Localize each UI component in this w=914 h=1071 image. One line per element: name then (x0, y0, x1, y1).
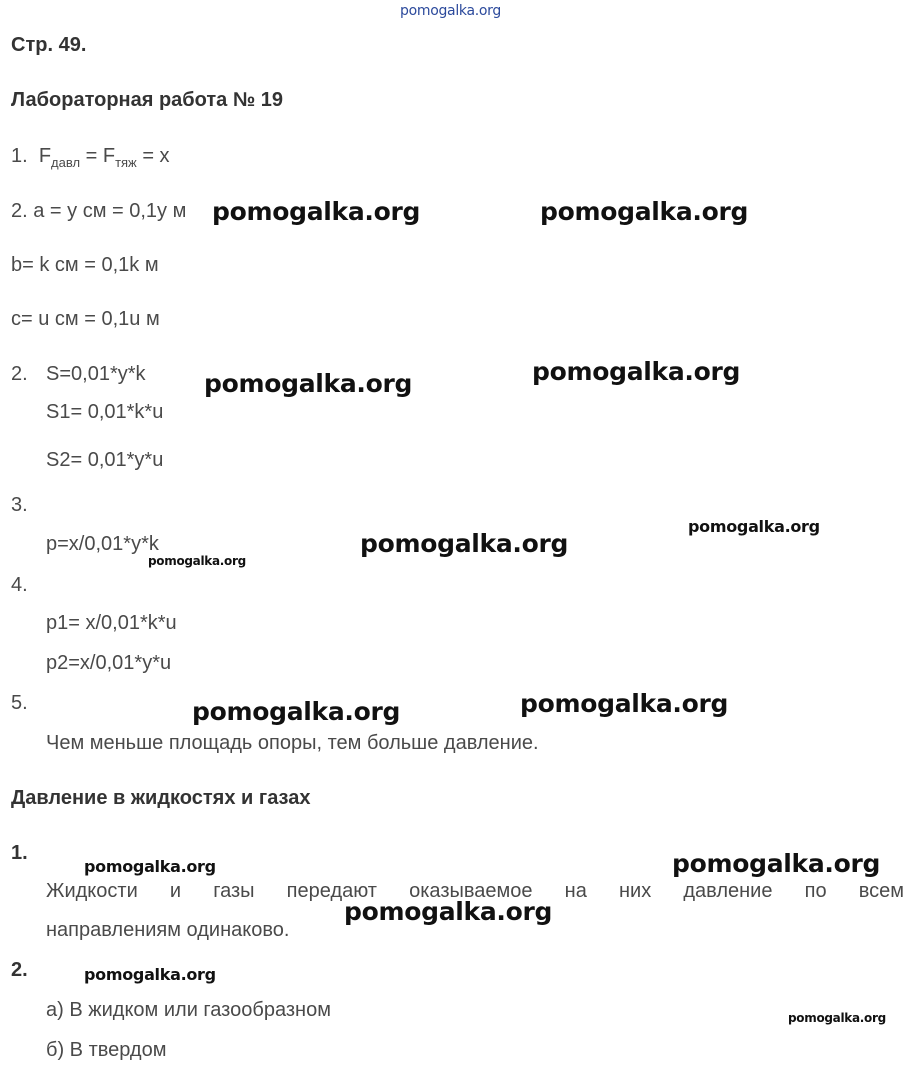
watermark: pomogalka.org (540, 197, 749, 226)
pressure-p1: p1= x/0,01*k*u (46, 612, 177, 634)
question-1-answer-line-2: направлениям одинаково. (46, 919, 290, 941)
watermark: pomogalka.org (688, 517, 820, 536)
watermark: pomogalka.org (520, 689, 729, 718)
watermark: pomogalka.org (360, 529, 569, 558)
pressure-p: p=x/0,01*y*k (46, 533, 159, 555)
watermark: pomogalka.org (672, 849, 881, 878)
watermark: pomogalka.org (204, 369, 413, 398)
force-pressure: F (38, 145, 52, 167)
lab-item-1-number: 1. (11, 145, 28, 167)
area-s1: S1= 0,01*k*u (46, 401, 164, 423)
lab-item-3-number: 2. (11, 363, 28, 385)
force-pressure-subscript: давл (51, 155, 81, 170)
watermark: pomogalka.org (148, 554, 246, 568)
lab-item-5-number: 4. (11, 574, 28, 596)
watermark: pomogalka.org (532, 357, 741, 386)
lab-item-2-c: c= u см = 0,1u м (11, 308, 160, 330)
force-gravity-subscript: тяж (115, 155, 137, 170)
lab-item-4-number: 3. (11, 494, 28, 516)
lab-item-2-a: 2. a = y см = 0,1y м (11, 200, 187, 222)
watermark: pomogalka.org (84, 965, 216, 984)
lab-conclusion: Чем меньше площадь опоры, тем больше давление. (46, 732, 539, 754)
question-2-number: 2. (11, 959, 28, 981)
watermark: pomogalka.org (788, 1011, 886, 1025)
watermark: pomogalka.org (212, 197, 421, 226)
equals-2: = x (136, 145, 170, 167)
page-number: Стр. 49. (11, 34, 87, 56)
lab-title: Лабораторная работа № 19 (11, 89, 283, 111)
lab-item-2-b: b= k см = 0,1k м (11, 254, 159, 276)
force-gravity: F (102, 145, 116, 167)
question-2-answer-a: а) В жидком или газообразном (46, 999, 331, 1021)
watermark: pomogalka.org (344, 897, 553, 926)
question-1-number: 1. (11, 842, 28, 864)
watermark: pomogalka.org (84, 857, 216, 876)
equals-1: = (80, 145, 103, 167)
question-1-answer-line-1: Жидкости и газы передают оказываемое на них давление по всем (46, 880, 904, 902)
area-s: S=0,01*y*k (46, 363, 146, 385)
lab-item-6-number: 5. (11, 692, 28, 714)
pressure-p2: p2=x/0,01*y*u (46, 652, 172, 674)
section-title: Давление в жидкостях и газах (11, 787, 311, 809)
area-s2: S2= 0,01*y*u (46, 449, 164, 471)
question-2-answer-b: б) В твердом (46, 1039, 167, 1061)
watermark: pomogalka.org (192, 697, 401, 726)
top-watermark: pomogalka.org (400, 3, 501, 19)
lab-item-1 (11, 146, 170, 169)
